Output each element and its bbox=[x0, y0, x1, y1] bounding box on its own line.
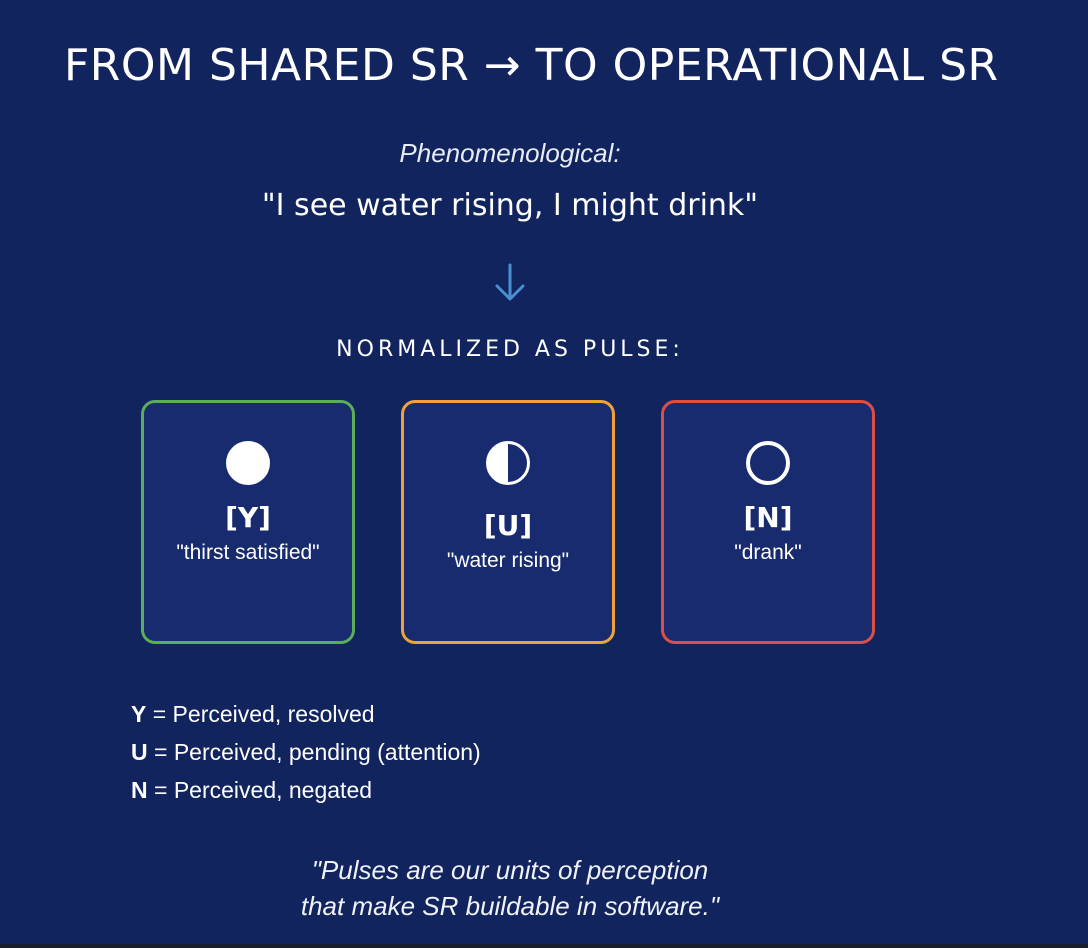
legend-key: N bbox=[131, 777, 148, 803]
phenomenological-label: Phenomenological: bbox=[399, 138, 621, 168]
legend-text: = Perceived, resolved bbox=[146, 701, 375, 727]
pulse-card-n bbox=[661, 400, 875, 644]
pulse-card-y bbox=[141, 400, 355, 644]
legend-text: = Perceived, pending (attention) bbox=[147, 739, 481, 765]
legend-item-y bbox=[131, 695, 481, 733]
pulse-description: "water rising" bbox=[446, 549, 570, 572]
pulse-code: [U] bbox=[483, 509, 533, 542]
pulse-code: [Y] bbox=[225, 501, 271, 534]
pulse-description: "thirst satisfied" bbox=[176, 541, 320, 564]
half-circle-icon bbox=[484, 439, 532, 487]
closing-quote bbox=[0, 852, 1020, 924]
pulse-code: [N] bbox=[743, 501, 793, 534]
normalized-label: NORMALIZED AS PULSE: bbox=[336, 337, 684, 362]
bottom-edge bbox=[0, 944, 1088, 948]
down-arrow-icon bbox=[0, 262, 1020, 306]
closing-line-1: "Pulses are our units of perception bbox=[311, 855, 709, 885]
filled-circle-icon bbox=[224, 439, 272, 487]
legend-key: Y bbox=[131, 701, 147, 727]
empty-circle-icon bbox=[744, 439, 792, 487]
closing-line-2: that make SR buildable in software." bbox=[300, 891, 720, 921]
legend-text: = Perceived, negated bbox=[147, 777, 373, 803]
legend-item-n bbox=[131, 771, 481, 809]
legend-item-u bbox=[131, 733, 481, 771]
pulse-card-u bbox=[401, 400, 615, 644]
phenomenological-quote: "I see water rising, I might drink" bbox=[261, 188, 759, 223]
pulse-description: "drank" bbox=[734, 541, 802, 564]
pulse-legend bbox=[131, 695, 481, 809]
slide-title: FROM SHARED SR → TO OPERATIONAL SR bbox=[64, 40, 999, 91]
legend-key: U bbox=[131, 739, 148, 765]
